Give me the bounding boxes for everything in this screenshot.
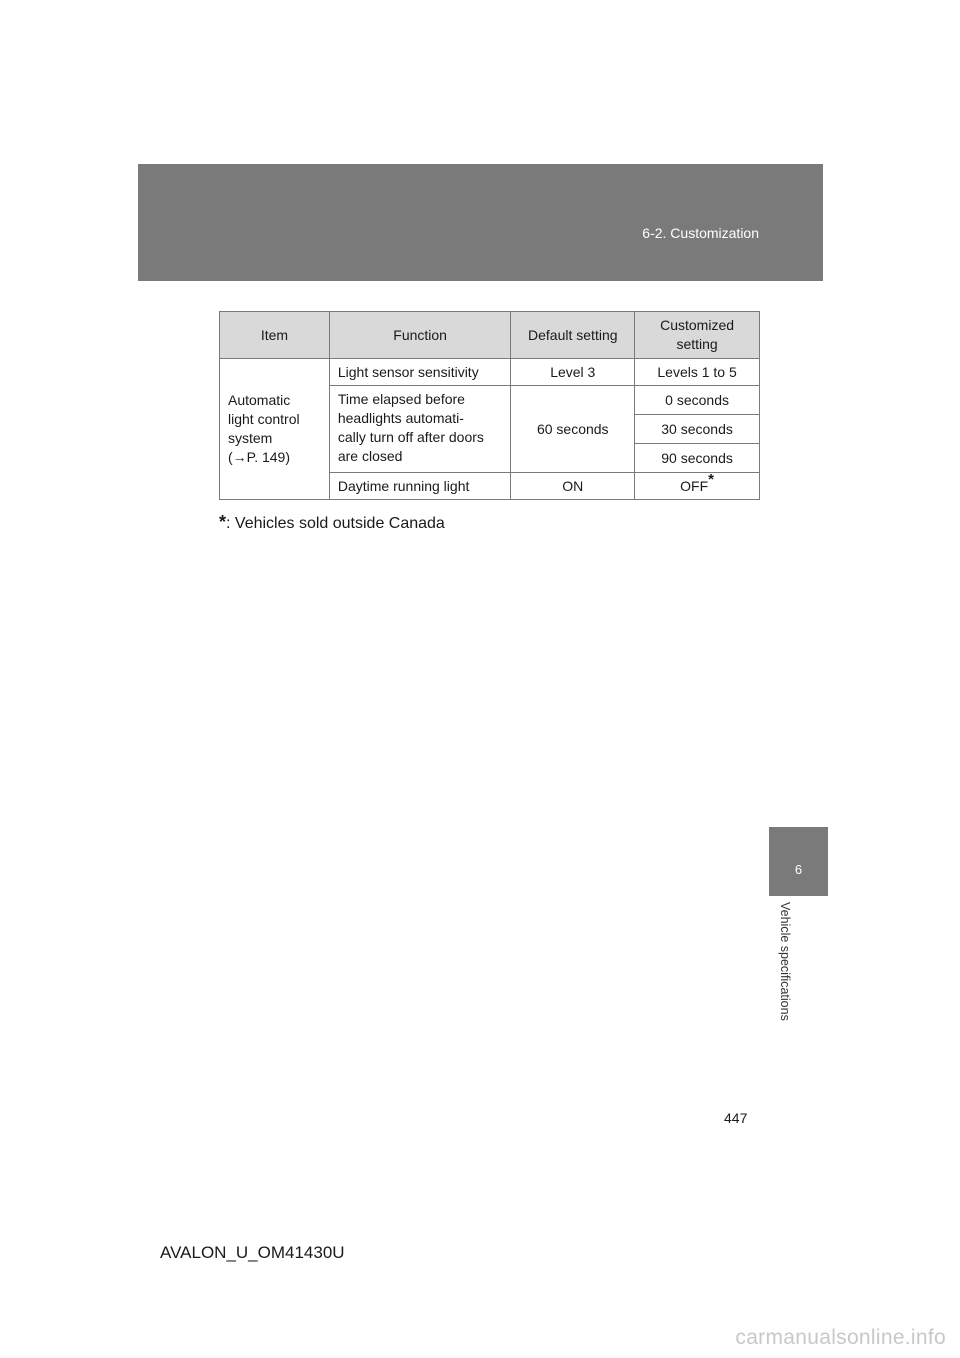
header-band bbox=[138, 164, 823, 281]
item-line: system bbox=[228, 430, 273, 446]
function-line: cally turn off after doors bbox=[337, 429, 484, 445]
chapter-tab[interactable] bbox=[769, 827, 828, 896]
function-cell bbox=[329, 386, 511, 473]
header-default-setting: Default setting bbox=[511, 312, 635, 359]
custom-cell: 0 seconds bbox=[635, 386, 760, 415]
header-function: Function bbox=[329, 312, 511, 359]
item-page-reference: (→P. 149) bbox=[228, 449, 290, 465]
custom-value: OFF bbox=[680, 477, 709, 494]
item-cell bbox=[220, 359, 330, 500]
footnote-text: : Vehicles sold outside Canada bbox=[226, 515, 445, 532]
function-line: headlights automati- bbox=[337, 410, 464, 426]
custom-cell bbox=[635, 470, 760, 500]
default-cell: ON bbox=[511, 473, 635, 500]
footnote bbox=[219, 512, 445, 533]
item-line: light control bbox=[228, 411, 300, 427]
default-cell: 60 seconds bbox=[511, 386, 635, 473]
table-row bbox=[220, 359, 760, 386]
footnote-marker: * bbox=[708, 470, 714, 488]
item-line: Automatic bbox=[228, 392, 291, 408]
function-cell: Daytime running light bbox=[329, 473, 511, 500]
custom-cell: Levels 1 to 5 bbox=[635, 359, 760, 386]
watermark: carmanualsonline.info bbox=[735, 1326, 946, 1349]
function-line: Time elapsed before bbox=[337, 391, 465, 407]
header-item: Item bbox=[220, 312, 330, 359]
page-number: 447 bbox=[724, 1110, 748, 1126]
function-line: are closed bbox=[337, 448, 403, 464]
chapter-number: 6 bbox=[794, 862, 803, 877]
default-cell: Level 3 bbox=[511, 359, 635, 386]
section-title: 6-2. Customization bbox=[642, 225, 759, 241]
customization-table bbox=[219, 311, 760, 500]
table-header-row bbox=[220, 312, 760, 359]
chapter-label: Vehicle specifications bbox=[778, 902, 792, 1021]
function-cell: Light sensor sensitivity bbox=[329, 359, 511, 386]
custom-cell: 90 seconds bbox=[635, 444, 760, 473]
custom-cell: 30 seconds bbox=[635, 415, 760, 444]
document-code: AVALON_U_OM41430U bbox=[160, 1243, 345, 1262]
header-customized-setting: Customized setting bbox=[635, 312, 760, 359]
footnote-marker: * bbox=[219, 512, 227, 532]
